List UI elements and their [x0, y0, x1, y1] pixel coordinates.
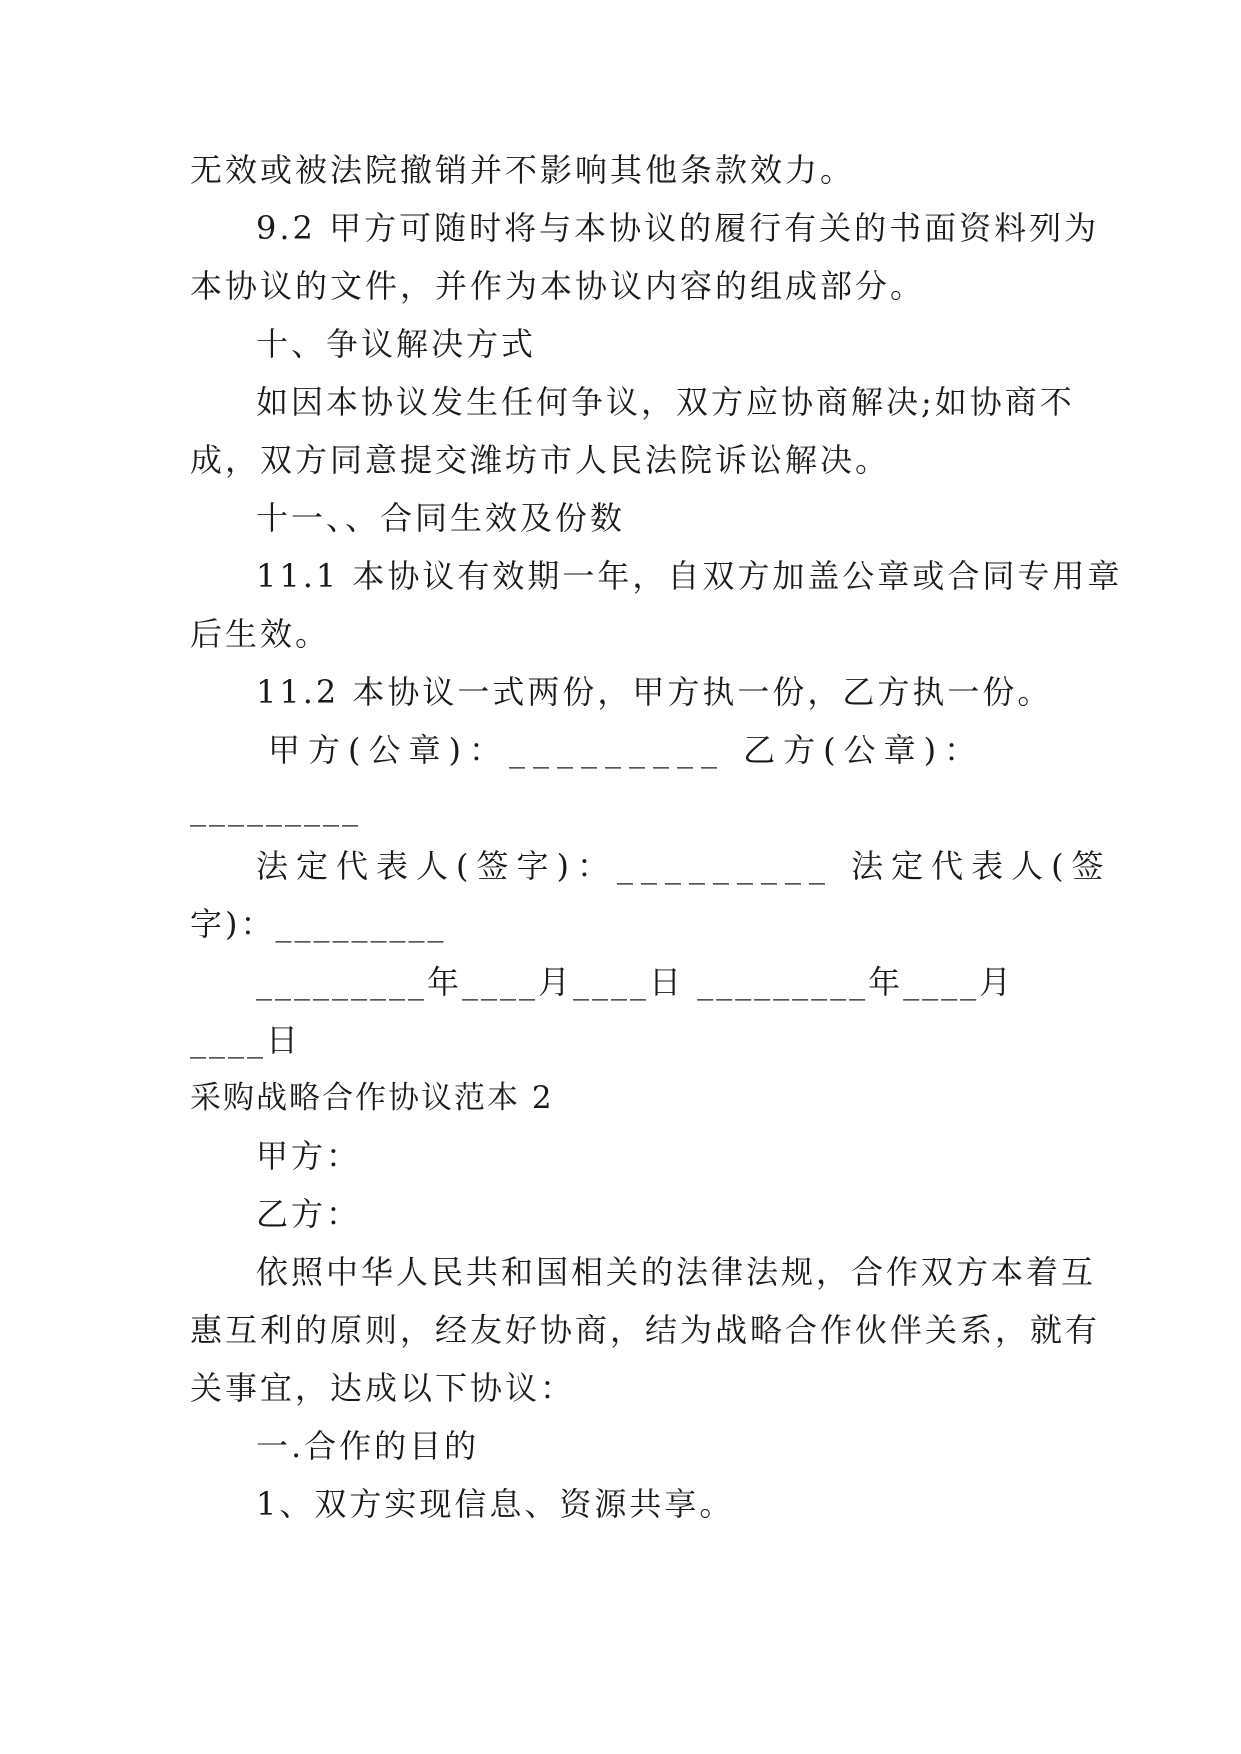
- text-line: 后生效。: [190, 615, 331, 653]
- section-heading: 一.合作的目的: [256, 1427, 480, 1465]
- party-b-line: 乙方：: [256, 1195, 362, 1233]
- text-line: 关事宜，达成以下协议：: [190, 1369, 576, 1407]
- signature-line-seal: 甲方(公章)：_________ 乙方(公章)：: [268, 731, 985, 769]
- party-a-line: 甲方：: [256, 1137, 362, 1175]
- signature-line-representative-cont: 字)：_________: [190, 905, 447, 943]
- page-title: 采购战略合作协议范本 2: [190, 1080, 554, 1116]
- text-line: 依照中华人民共和国相关的法律法规，合作双方本着互: [256, 1253, 1097, 1291]
- section-heading: 十、争议解决方式: [256, 325, 537, 363]
- text-line: 如因本协议发生任何争议，双方应协商解决;如协商不: [256, 383, 1075, 421]
- text-line: 惠互利的原则，经友好协商，结为战略合作伙伴关系，就有: [190, 1311, 1101, 1349]
- text-line: 11.1 本协议有效期一年，自双方加盖公章或合同专用章: [256, 557, 1123, 595]
- text-line: 本协议的文件，并作为本协议内容的组成部分。: [190, 267, 926, 305]
- text-line: 11.2 本协议一式两份，甲方执一份，乙方执一份。: [256, 673, 1053, 711]
- signature-blank: _________: [190, 789, 361, 827]
- signature-line-date-cont: ____日: [190, 1021, 302, 1059]
- text-line: 成，双方同意提交潍坊市人民法院诉讼解决。: [190, 441, 891, 479]
- signature-line-date: _________年____月____日 _________年____月: [256, 963, 1015, 1001]
- text-line: 无效或被法院撤销并不影响其他条款效力。: [190, 151, 856, 189]
- text-line: 1、双方实现信息、资源共享。: [256, 1485, 735, 1523]
- section-heading: 十一、、合同生效及份数: [256, 499, 626, 537]
- text-line: 9.2 甲方可随时将与本协议的履行有关的书面资料列为: [256, 209, 1100, 247]
- signature-line-representative: 法定代表人(签字)：_________ 法定代表人(签: [256, 847, 1112, 885]
